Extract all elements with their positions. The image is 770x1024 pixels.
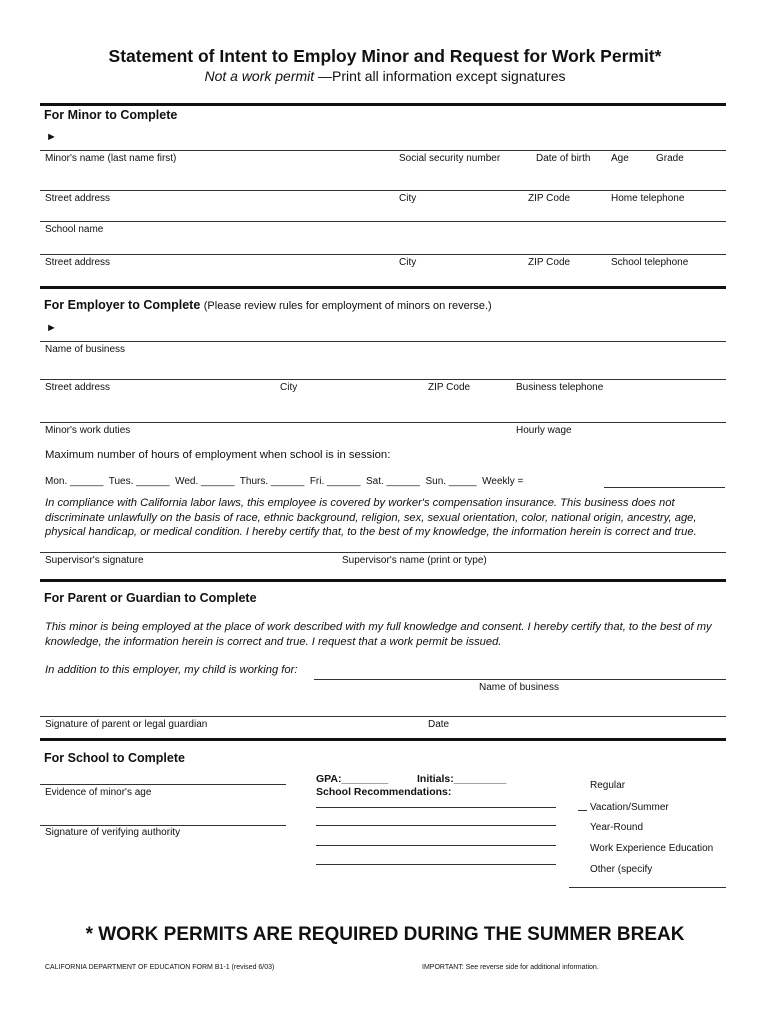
initials-field[interactable]: Initials:_________ — [417, 773, 507, 785]
work-duties-label: Minor's work duties — [45, 425, 131, 436]
additional-employment-label: In addition to this employer, my child is working for: — [45, 664, 298, 676]
school-city-label: City — [399, 257, 417, 268]
employer-section-heading — [44, 298, 492, 312]
age-label: Age — [611, 153, 629, 164]
school-name-field[interactable] — [44, 204, 726, 220]
field-rule — [40, 221, 726, 222]
field-rule — [40, 341, 726, 342]
minor-name-row-field[interactable] — [44, 134, 726, 150]
field-rule — [40, 784, 286, 785]
form-subtitle — [0, 68, 770, 84]
section-divider — [40, 286, 726, 289]
business-city-label: City — [280, 382, 298, 393]
school-telephone-label: School telephone — [611, 257, 689, 268]
option-other[interactable]: Other (specify — [590, 864, 653, 875]
parent-signature-field[interactable] — [44, 700, 726, 716]
field-rule — [314, 679, 726, 680]
recommendation-line[interactable] — [316, 864, 556, 865]
evidence-of-age-label: Evidence of minor's age — [45, 787, 152, 798]
business-name-label: Name of business — [45, 344, 126, 355]
field-rule — [40, 379, 726, 380]
field-rule — [40, 254, 726, 255]
option-vacation-summer[interactable]: Vacation/Summer — [590, 802, 669, 813]
minor-name-label: Minor's name (last name first) — [45, 153, 177, 164]
subtitle-italic: Not a work permit — [204, 68, 315, 84]
field-rule — [40, 716, 726, 717]
minor-address-field[interactable] — [44, 172, 726, 188]
school-recommendations-label: School Recommendations: — [316, 786, 452, 798]
recommendation-line[interactable] — [316, 825, 556, 826]
form-title: Statement of Intent to Employ Minor and Request for Work Permit* — [108, 46, 662, 66]
footer-form-id: CALIFORNIA DEPARTMENT OF EDUCATION FORM B1-1 (revised 6/03) — [45, 964, 275, 971]
verifying-signature-field[interactable] — [40, 808, 286, 824]
minor-section-heading: For Minor to Complete — [44, 108, 178, 122]
parent-consent-statement: This minor is being employed at the place of work described with my full knowledge and consent. I hereby certify that, to the best of my knowledge, the information herein is correct and true. I request that a work permit be issued. — [45, 621, 712, 648]
field-rule — [40, 150, 726, 151]
recommendation-line[interactable] — [316, 845, 556, 846]
option-check-line[interactable] — [578, 810, 587, 811]
hourly-wage-label: Hourly wage — [516, 425, 572, 436]
work-duties-field[interactable] — [44, 405, 726, 421]
dob-label: Date of birth — [536, 153, 591, 164]
business-address-field[interactable] — [44, 362, 726, 378]
employer-heading-note: (Please review rules for employment of minors on reverse.) — [203, 300, 492, 312]
option-year-round[interactable]: Year-Round — [590, 822, 644, 833]
additional-business-label: Name of business — [479, 682, 560, 693]
home-telephone-label: Home telephone — [611, 193, 685, 204]
supervisor-name-label: Supervisor's name (print or type) — [342, 555, 487, 566]
ssn-label: Social security number — [399, 153, 501, 164]
summer-break-banner: * WORK PERMITS ARE REQUIRED DURING THE SUMMER BREAK — [85, 924, 685, 945]
street-label: Street address — [45, 193, 111, 204]
section-divider — [40, 579, 726, 582]
business-telephone-label: Business telephone — [516, 382, 604, 393]
grade-label: Grade — [656, 153, 684, 164]
date-label: Date — [428, 719, 450, 730]
additional-business-field[interactable] — [314, 662, 726, 678]
employer-heading-text: For Employer to Complete — [44, 298, 201, 312]
city-label: City — [399, 193, 417, 204]
arrow-icon: ► — [46, 322, 57, 334]
parent-signature-label: Signature of parent or legal guardian — [45, 719, 208, 730]
option-regular[interactable]: Regular — [590, 780, 626, 791]
school-zip-label: ZIP Code — [528, 257, 571, 268]
subtitle-rest: —Print all information except signatures — [314, 68, 566, 84]
business-street-label: Street address — [45, 382, 111, 393]
weekly-total-line — [604, 487, 725, 488]
school-address-field[interactable] — [44, 238, 726, 254]
section-divider — [40, 103, 726, 106]
arrow-icon: ► — [46, 131, 57, 143]
verifying-authority-label: Signature of verifying authority — [45, 827, 181, 838]
field-rule — [40, 190, 726, 191]
school-street-label: Street address — [45, 257, 111, 268]
evidence-of-age-field[interactable] — [40, 768, 286, 784]
field-rule — [40, 552, 726, 553]
other-specify-line[interactable] — [569, 887, 726, 888]
option-work-experience[interactable]: Work Experience Education — [590, 843, 714, 854]
gpa-field[interactable]: GPA:________ — [316, 773, 389, 785]
field-rule — [40, 825, 286, 826]
parent-section-heading: For Parent or Guardian to Complete — [44, 591, 257, 605]
max-hours-label: Maximum number of hours of employment when school is in session: — [45, 449, 391, 461]
daily-hours-fields[interactable]: Mon. ______ Tues. ______ Wed. ______ Thurs. ______ Fri. ______ Sat. ______ Sun. _____ Weekly = — [45, 476, 524, 487]
footer-important-note: IMPORTANT: See reverse side for additional information. — [422, 964, 599, 971]
zip-label: ZIP Code — [528, 193, 571, 204]
business-name-field[interactable] — [44, 324, 726, 340]
school-name-label: School name — [45, 224, 104, 235]
supervisor-signature-label: Supervisor's signature — [45, 555, 144, 566]
school-section-heading: For School to Complete — [44, 751, 185, 765]
business-zip-label: ZIP Code — [428, 382, 471, 393]
compliance-statement: In compliance with California labor laws, this employee is covered by worker's compensation insurance. This business does not discriminate unlawfully on the basis of race, ethnic background, religion, sex, sexual orientation, color, national origin, ancestry, age, physical handicap, or medical condition. I hereby certify that, to the best of my knowledge, the information herein is correct and true. — [45, 497, 697, 538]
field-rule — [40, 422, 726, 423]
recommendation-line[interactable] — [316, 807, 556, 808]
section-divider — [40, 738, 726, 741]
